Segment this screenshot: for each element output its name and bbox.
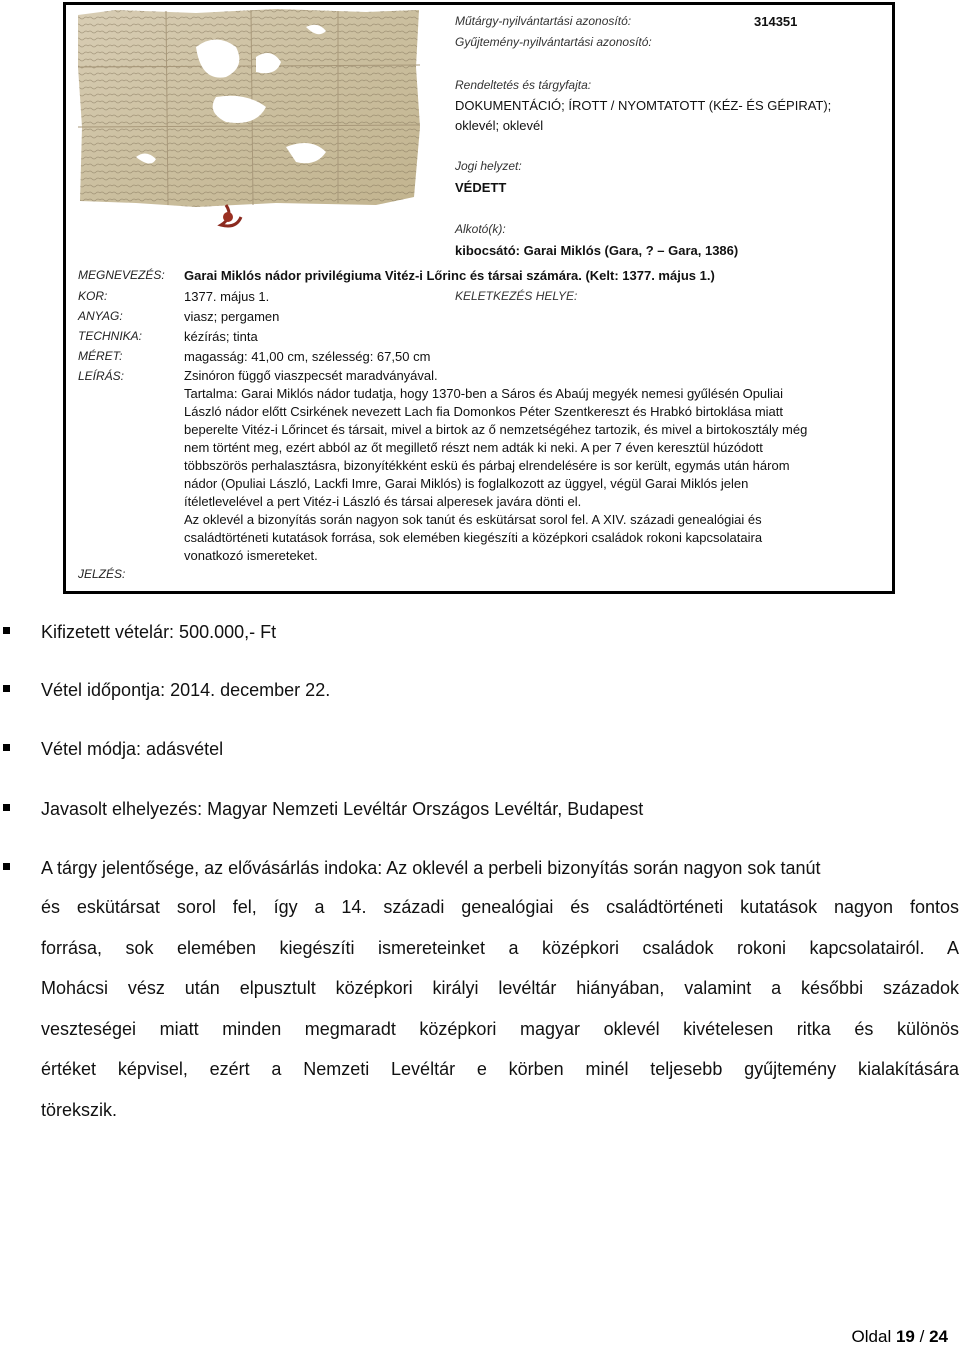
inventory-id-label: Műtárgy-nyilvántartási azonosító: [455, 14, 632, 28]
page-current: 19 [895, 1327, 915, 1346]
author-value: kibocsátó: Garai Miklós (Gara, ? – Gara, 1386) [455, 243, 739, 258]
description-line: Az oklevél a bizonyítás során nagyon sok tanút és eskütársat sorol fel. A XIV. századi genealógiai és [184, 512, 762, 527]
description-line: nádor (Opuliai László, Lackfi Imre, Garai Miklós) is foglalkozott az üggyel, végül Garai Miklós jelen [184, 476, 749, 491]
description-line: László nádor előtt Csirkének nevezett Lach fia Domonkos Péter Szentkereszt és Hrabkó birtoklása miatt [184, 404, 784, 419]
bullet-text: Javasolt elhelyezés: Magyar Nemzeti Levéltár Országos Levéltár, Budapest [41, 799, 644, 819]
purpose-value-2: oklevél; oklevél [455, 118, 544, 133]
parchment-photo [76, 7, 421, 233]
purpose-value-1: DOKUMENTÁCIÓ; ÍROTT / NYOMTATOTT (KÉZ- ÉS GÉPIRAT); [455, 98, 832, 113]
page-number [852, 1327, 948, 1347]
legal-status-label: Jogi helyzet: [455, 159, 522, 173]
paragraph-line: értéket képvisel, ezért a Nemzeti Levéltár e körben minél teljesebb gyűjtemény kialakítására [41, 1059, 959, 1080]
paragraph-line: forrása, sok elemében kiegészíti ismereteinket a középkori családok rokoni kapcsolatairól. A [41, 937, 959, 958]
bullet-text: Vétel időpontja: 2014. december 22. [41, 680, 331, 700]
description-line: vonatkozó ismereteket. [184, 548, 318, 563]
bullet-square-icon [3, 685, 10, 692]
size-label: MÉRET: [78, 349, 123, 363]
description-line: nem történt meg, ezért abból az őt megillető részt nem adták ki neki. A per 7 éven keresztül húzódott [184, 440, 763, 455]
bullet-text: Kifizetett vételár: 500.000,- Ft [41, 622, 277, 642]
description-line: Zsinóron függő viaszpecsét maradványával. [184, 368, 438, 383]
technique-value: kézírás; tinta [184, 329, 258, 344]
description-line: családtörténeti kutatások forrása, sok elemében kiegészíti a középkori családok rokoni kapcsolataira [184, 530, 763, 545]
purpose-label: Rendeltetés és tárgyfajta: [455, 78, 592, 92]
age-value: 1377. május 1. [184, 289, 270, 304]
description-line: beperelte Vitéz-i Lőrincet és társait, mivel a birtok az ő nemzetségéhez tartozik, és mivel a birtokosztály még [184, 422, 808, 437]
bullet-square-icon [3, 863, 10, 870]
paragraph-line: és eskütársat sorol fel, így a 14. századi genealógiai és családtörténeti kutatások nagyon fontos [41, 897, 959, 917]
size-value: magasság: 41,00 cm, szélesség: 67,50 cm [184, 349, 431, 364]
collection-id-label: Gyűjtemény-nyilvántartási azonosító: [455, 35, 652, 49]
description-label: LEÍRÁS: [78, 369, 125, 383]
page-total: 24 [929, 1327, 948, 1346]
significance-paragraph [41, 887, 959, 1131]
name-label: MEGNEVEZÉS: [78, 268, 165, 282]
paragraph-line: veszteségei miatt minden megmaradt középkori magyar oklevél kivételesen ritka és különös [41, 1018, 959, 1039]
record-card [63, 2, 895, 594]
page-label: Oldal [851, 1327, 892, 1346]
bullet-text: Vétel módja: adásvétel [41, 739, 224, 759]
paragraph-line: törekszik. [41, 1099, 118, 1120]
bullet-text: A tárgy jelentősége, az elővásárlás indoka: Az oklevél a perbeli bizonyítás során nagyon sok tanút [41, 858, 821, 878]
bullet-square-icon [3, 804, 10, 811]
origin-label: KELETKEZÉS HELYE: [455, 289, 578, 303]
description-line: többszörös perhalasztásra, bizonyítékként eskü és párbaj elrendelésére is sor került, egymás után három [184, 458, 790, 473]
age-label: KOR: [78, 289, 108, 303]
name-value: Garai Miklós nádor privilégiuma Vitéz-i Lőrinc és társai számára. (Kelt: 1377. május 1.) [184, 268, 715, 283]
material-label: ANYAG: [78, 309, 123, 323]
inventory-id-value: 314351 [754, 14, 798, 29]
description-line: Tartalma: Garai Miklós nádor tudatja, hogy 1370-ben a Sáros és Abaúj megyék nemesi gyűlésén Opuliai [184, 386, 784, 401]
description-line: ítéletlevelével a pert Vitéz-i László és társai alperesek javára dönti el. [184, 494, 582, 509]
page-separator: / [919, 1327, 925, 1346]
legal-status-value: VÉDETT [455, 180, 507, 195]
material-value: viasz; pergamen [184, 309, 280, 324]
bullet-square-icon [3, 627, 10, 634]
mark-label: JELZÉS: [78, 567, 126, 581]
author-label: Alkotó(k): [455, 222, 506, 236]
description-text [184, 367, 884, 565]
technique-label: TECHNIKA: [78, 329, 143, 343]
paragraph-line: Mohácsi vész után elpusztult középkori királyi levéltár hiányában, valamint a későbbi századok [41, 978, 959, 999]
bullet-square-icon [3, 744, 10, 751]
